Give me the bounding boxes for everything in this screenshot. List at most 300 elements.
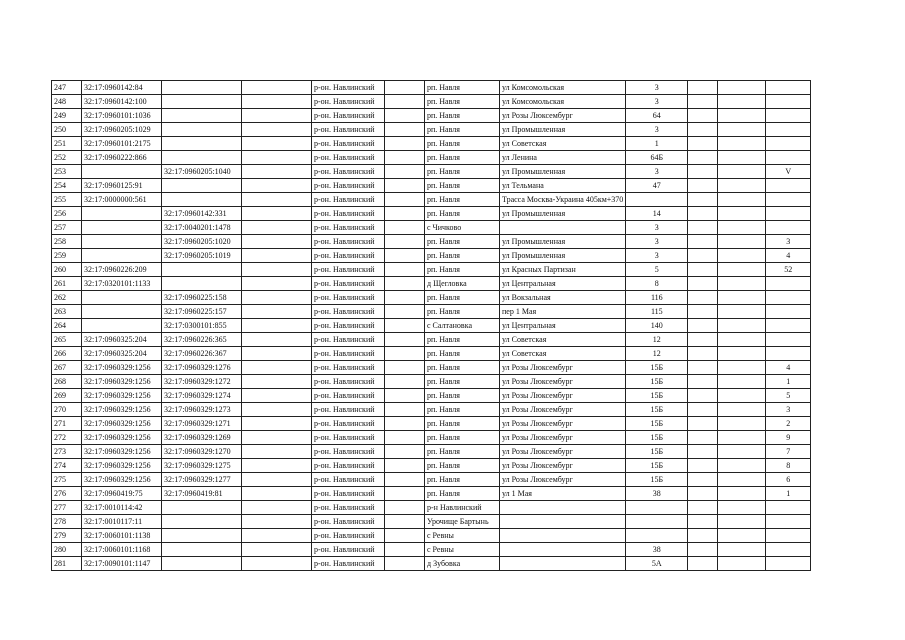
cadastral-number-cell: 32:17:0960329:1256 xyxy=(82,375,162,389)
settlement-cell: с Ревны xyxy=(425,543,500,557)
blank-col-2-cell xyxy=(385,529,425,543)
table-row xyxy=(52,417,811,431)
blank-col-2-cell xyxy=(385,123,425,137)
blank-col-3-cell xyxy=(688,207,718,221)
blank-col-cell xyxy=(242,207,312,221)
row-number-cell: 256 xyxy=(52,207,82,221)
blank-col-cell xyxy=(242,305,312,319)
district-cell: р-он. Навлинский xyxy=(312,207,385,221)
table-row xyxy=(52,165,811,179)
street-cell: пер 1 Мая xyxy=(500,305,626,319)
blank-col-2-cell xyxy=(385,557,425,571)
table-row xyxy=(52,109,811,123)
cadastral-number-cell: 32:17:0060101:1168 xyxy=(82,543,162,557)
settlement-cell: рп. Навля xyxy=(425,123,500,137)
cadastral-number-cell: 32:17:0960419:75 xyxy=(82,487,162,501)
blank-col-2-cell xyxy=(385,179,425,193)
blank-col-4-cell xyxy=(718,235,766,249)
house-number-cell: 12 xyxy=(626,333,688,347)
street-cell xyxy=(500,515,626,529)
extra-value-cell xyxy=(766,151,811,165)
blank-col-3-cell xyxy=(688,431,718,445)
cadastral-number-cell: 32:17:0960142:84 xyxy=(82,81,162,95)
row-number-cell: 263 xyxy=(52,305,82,319)
blank-col-cell xyxy=(242,81,312,95)
table-row xyxy=(52,445,811,459)
blank-col-4-cell xyxy=(718,459,766,473)
street-cell xyxy=(500,501,626,515)
extra-value-cell xyxy=(766,277,811,291)
house-number-cell: 3 xyxy=(626,81,688,95)
street-cell: ул Промышленная xyxy=(500,249,626,263)
cadastral-number-2-cell: 32:17:0960205:1020 xyxy=(162,235,242,249)
extra-value-cell xyxy=(766,515,811,529)
cadastral-number-2-cell xyxy=(162,137,242,151)
blank-col-cell xyxy=(242,389,312,403)
house-number-cell: 3 xyxy=(626,249,688,263)
blank-col-4-cell xyxy=(718,81,766,95)
row-number-cell: 250 xyxy=(52,123,82,137)
table-row xyxy=(52,501,811,515)
blank-col-2-cell xyxy=(385,375,425,389)
house-number-cell: 140 xyxy=(626,319,688,333)
blank-col-4-cell xyxy=(718,123,766,137)
blank-col-cell xyxy=(242,221,312,235)
cadastral-number-2-cell: 32:17:0960329:1270 xyxy=(162,445,242,459)
cadastral-number-2-cell: 32:17:0960205:1040 xyxy=(162,165,242,179)
cadastral-number-cell xyxy=(82,249,162,263)
table-row xyxy=(52,81,811,95)
extra-value-cell: 4 xyxy=(766,249,811,263)
blank-col-4-cell xyxy=(718,221,766,235)
street-cell xyxy=(500,529,626,543)
row-number-cell: 249 xyxy=(52,109,82,123)
house-number-cell: 115 xyxy=(626,305,688,319)
blank-col-cell xyxy=(242,151,312,165)
settlement-cell: рп. Навля xyxy=(425,473,500,487)
street-cell: ул Советская xyxy=(500,137,626,151)
extra-value-cell: 52 xyxy=(766,263,811,277)
house-number-cell: 5А xyxy=(626,557,688,571)
house-number-cell: 15Б xyxy=(626,431,688,445)
blank-col-cell xyxy=(242,459,312,473)
blank-col-cell xyxy=(242,319,312,333)
table-row xyxy=(52,277,811,291)
blank-col-2-cell xyxy=(385,151,425,165)
blank-col-4-cell xyxy=(718,529,766,543)
extra-value-cell: 1 xyxy=(766,375,811,389)
cadastral-number-cell: 32:17:0960329:1256 xyxy=(82,473,162,487)
extra-value-cell xyxy=(766,557,811,571)
blank-col-cell xyxy=(242,445,312,459)
blank-col-4-cell xyxy=(718,333,766,347)
blank-col-2-cell xyxy=(385,487,425,501)
extra-value-cell xyxy=(766,193,811,207)
cadastral-number-2-cell: 32:17:0960329:1273 xyxy=(162,403,242,417)
blank-col-4-cell xyxy=(718,361,766,375)
blank-col-cell xyxy=(242,249,312,263)
blank-col-4-cell xyxy=(718,389,766,403)
blank-col-4-cell xyxy=(718,445,766,459)
district-cell: р-он. Навлинский xyxy=(312,193,385,207)
settlement-cell: рп. Навля xyxy=(425,347,500,361)
extra-value-cell: 4 xyxy=(766,361,811,375)
blank-col-3-cell xyxy=(688,333,718,347)
street-cell: ул Промышленная xyxy=(500,207,626,221)
row-number-cell: 255 xyxy=(52,193,82,207)
settlement-cell: с Ревны xyxy=(425,529,500,543)
blank-col-cell xyxy=(242,501,312,515)
street-cell: ул Розы Люксембург xyxy=(500,431,626,445)
table-row xyxy=(52,529,811,543)
cadastral-number-2-cell: 32:17:0960225:157 xyxy=(162,305,242,319)
house-number-cell: 14 xyxy=(626,207,688,221)
cadastral-number-2-cell xyxy=(162,543,242,557)
cadastral-number-cell: 32:17:0960125:91 xyxy=(82,179,162,193)
row-number-cell: 257 xyxy=(52,221,82,235)
district-cell: р-он. Навлинский xyxy=(312,221,385,235)
row-number-cell: 264 xyxy=(52,319,82,333)
blank-col-2-cell xyxy=(385,249,425,263)
street-cell xyxy=(500,221,626,235)
settlement-cell: д Зубовка xyxy=(425,557,500,571)
blank-col-3-cell xyxy=(688,375,718,389)
extra-value-cell: 8 xyxy=(766,459,811,473)
district-cell: р-он. Навлинский xyxy=(312,277,385,291)
row-number-cell: 274 xyxy=(52,459,82,473)
blank-col-cell xyxy=(242,417,312,431)
blank-col-3-cell xyxy=(688,417,718,431)
table-row xyxy=(52,123,811,137)
table-row xyxy=(52,375,811,389)
settlement-cell: рп. Навля xyxy=(425,193,500,207)
blank-col-cell xyxy=(242,277,312,291)
table-row xyxy=(52,473,811,487)
street-cell: ул Тельмана xyxy=(500,179,626,193)
row-number-cell: 272 xyxy=(52,431,82,445)
extra-value-cell: 2 xyxy=(766,417,811,431)
settlement-cell: рп. Навля xyxy=(425,137,500,151)
blank-col-3-cell xyxy=(688,179,718,193)
cadastral-number-cell: 32:17:0320101:1133 xyxy=(82,277,162,291)
house-number-cell: 12 xyxy=(626,347,688,361)
blank-col-4-cell xyxy=(718,319,766,333)
house-number-cell: 38 xyxy=(626,487,688,501)
blank-col-4-cell xyxy=(718,291,766,305)
cadastral-number-2-cell xyxy=(162,179,242,193)
blank-col-cell xyxy=(242,375,312,389)
blank-col-2-cell xyxy=(385,81,425,95)
table-row xyxy=(52,389,811,403)
street-cell: ул Комсомольская xyxy=(500,81,626,95)
blank-col-2-cell xyxy=(385,291,425,305)
street-cell xyxy=(500,557,626,571)
house-number-cell: 15Б xyxy=(626,375,688,389)
cadastral-number-2-cell: 32:17:0960329:1269 xyxy=(162,431,242,445)
house-number-cell: 3 xyxy=(626,123,688,137)
street-cell: ул Центральная xyxy=(500,319,626,333)
district-cell: р-он. Навлинский xyxy=(312,263,385,277)
blank-col-3-cell xyxy=(688,109,718,123)
street-cell: ул Розы Люксембург xyxy=(500,389,626,403)
row-number-cell: 273 xyxy=(52,445,82,459)
cadastral-number-cell: 32:17:0960222:866 xyxy=(82,151,162,165)
district-cell: р-он. Навлинский xyxy=(312,123,385,137)
district-cell: р-он. Навлинский xyxy=(312,529,385,543)
cadastral-number-2-cell xyxy=(162,263,242,277)
blank-col-2-cell xyxy=(385,543,425,557)
cadastral-number-cell: 32:17:0960329:1256 xyxy=(82,459,162,473)
cadastral-number-cell: 32:17:0960101:1036 xyxy=(82,109,162,123)
row-number-cell: 247 xyxy=(52,81,82,95)
cadastral-number-2-cell xyxy=(162,95,242,109)
row-number-cell: 281 xyxy=(52,557,82,571)
house-number-cell: 15Б xyxy=(626,403,688,417)
blank-col-2-cell xyxy=(385,417,425,431)
blank-col-2-cell xyxy=(385,235,425,249)
blank-col-3-cell xyxy=(688,221,718,235)
cadastral-number-2-cell xyxy=(162,151,242,165)
house-number-cell: 116 xyxy=(626,291,688,305)
blank-col-cell xyxy=(242,95,312,109)
house-number-cell xyxy=(626,193,688,207)
table-row xyxy=(52,249,811,263)
house-number-cell xyxy=(626,515,688,529)
row-number-cell: 279 xyxy=(52,529,82,543)
cadastral-number-cell: 32:17:0960205:1029 xyxy=(82,123,162,137)
blank-col-cell xyxy=(242,333,312,347)
blank-col-2-cell xyxy=(385,333,425,347)
house-number-cell: 15Б xyxy=(626,361,688,375)
blank-col-2-cell xyxy=(385,319,425,333)
blank-col-4-cell xyxy=(718,557,766,571)
table-row xyxy=(52,151,811,165)
blank-col-2-cell xyxy=(385,277,425,291)
table-row xyxy=(52,221,811,235)
blank-col-2-cell xyxy=(385,137,425,151)
settlement-cell: рп. Навля xyxy=(425,333,500,347)
blank-col-3-cell xyxy=(688,557,718,571)
blank-col-4-cell xyxy=(718,305,766,319)
row-number-cell: 254 xyxy=(52,179,82,193)
house-number-cell: 47 xyxy=(626,179,688,193)
cadastral-number-2-cell: 32:17:0960329:1272 xyxy=(162,375,242,389)
house-number-cell: 15Б xyxy=(626,417,688,431)
blank-col-4-cell xyxy=(718,151,766,165)
row-number-cell: 248 xyxy=(52,95,82,109)
blank-col-2-cell xyxy=(385,165,425,179)
house-number-cell: 64 xyxy=(626,109,688,123)
blank-col-cell xyxy=(242,431,312,445)
blank-col-4-cell xyxy=(718,347,766,361)
settlement-cell: рп. Навля xyxy=(425,249,500,263)
settlement-cell: рп. Навля xyxy=(425,235,500,249)
blank-col-3-cell xyxy=(688,403,718,417)
extra-value-cell xyxy=(766,123,811,137)
district-cell: р-он. Навлинский xyxy=(312,81,385,95)
row-number-cell: 276 xyxy=(52,487,82,501)
district-cell: р-он. Навлинский xyxy=(312,361,385,375)
blank-col-4-cell xyxy=(718,501,766,515)
street-cell: ул Ленина xyxy=(500,151,626,165)
street-cell: ул Розы Люксембург xyxy=(500,459,626,473)
blank-col-4-cell xyxy=(718,263,766,277)
blank-col-4-cell xyxy=(718,109,766,123)
house-number-cell: 3 xyxy=(626,235,688,249)
house-number-cell: 38 xyxy=(626,543,688,557)
table-row xyxy=(52,557,811,571)
cadastral-number-cell xyxy=(82,305,162,319)
district-cell: р-он. Навлинский xyxy=(312,473,385,487)
row-number-cell: 251 xyxy=(52,137,82,151)
house-number-cell: 3 xyxy=(626,165,688,179)
street-cell: ул Розы Люксембург xyxy=(500,473,626,487)
district-cell: р-он. Навлинский xyxy=(312,235,385,249)
cadastral-number-2-cell: 32:17:0040201:1478 xyxy=(162,221,242,235)
house-number-cell: 3 xyxy=(626,95,688,109)
cadastral-number-cell xyxy=(82,207,162,221)
district-cell: р-он. Навлинский xyxy=(312,543,385,557)
district-cell: р-он. Навлинский xyxy=(312,109,385,123)
table-row xyxy=(52,403,811,417)
cadastral-number-cell xyxy=(82,291,162,305)
street-cell: ул Промышленная xyxy=(500,235,626,249)
cadastral-number-cell: 32:17:0010117:11 xyxy=(82,515,162,529)
blank-col-cell xyxy=(242,179,312,193)
cadastral-number-cell: 32:17:0960329:1256 xyxy=(82,361,162,375)
house-number-cell: 3 xyxy=(626,221,688,235)
extra-value-cell xyxy=(766,207,811,221)
blank-col-2-cell xyxy=(385,193,425,207)
row-number-cell: 258 xyxy=(52,235,82,249)
blank-col-4-cell xyxy=(718,165,766,179)
settlement-cell: рп. Навля xyxy=(425,459,500,473)
cadastral-number-2-cell: 32:17:0960226:367 xyxy=(162,347,242,361)
cadastral-number-2-cell xyxy=(162,81,242,95)
blank-col-2-cell xyxy=(385,263,425,277)
cadastral-number-cell xyxy=(82,165,162,179)
blank-col-4-cell xyxy=(718,249,766,263)
row-number-cell: 269 xyxy=(52,389,82,403)
row-number-cell: 266 xyxy=(52,347,82,361)
extra-value-cell xyxy=(766,81,811,95)
cadastral-number-2-cell xyxy=(162,277,242,291)
street-cell: ул Промышленная xyxy=(500,165,626,179)
district-cell: р-он. Навлинский xyxy=(312,95,385,109)
district-cell: р-он. Навлинский xyxy=(312,445,385,459)
street-cell: ул Розы Люксембург xyxy=(500,109,626,123)
cadastral-number-2-cell xyxy=(162,515,242,529)
district-cell: р-он. Навлинский xyxy=(312,179,385,193)
row-number-cell: 280 xyxy=(52,543,82,557)
district-cell: р-он. Навлинский xyxy=(312,431,385,445)
table-row xyxy=(52,235,811,249)
cadastral-number-2-cell: 32:17:0960142:331 xyxy=(162,207,242,221)
house-number-cell: 1 xyxy=(626,137,688,151)
blank-col-cell xyxy=(242,543,312,557)
blank-col-2-cell xyxy=(385,445,425,459)
table-row xyxy=(52,515,811,529)
settlement-cell: рп. Навля xyxy=(425,487,500,501)
settlement-cell: рп. Навля xyxy=(425,151,500,165)
street-cell: ул Комсомольская xyxy=(500,95,626,109)
extra-value-cell: 3 xyxy=(766,403,811,417)
blank-col-2-cell xyxy=(385,501,425,515)
blank-col-3-cell xyxy=(688,137,718,151)
district-cell: р-он. Навлинский xyxy=(312,305,385,319)
blank-col-3-cell xyxy=(688,459,718,473)
house-number-cell xyxy=(626,529,688,543)
extra-value-cell xyxy=(766,319,811,333)
blank-col-3-cell xyxy=(688,249,718,263)
row-number-cell: 252 xyxy=(52,151,82,165)
blank-col-3-cell xyxy=(688,193,718,207)
house-number-cell: 15Б xyxy=(626,459,688,473)
blank-col-2-cell xyxy=(385,221,425,235)
cadastral-number-2-cell: 32:17:0300101:855 xyxy=(162,319,242,333)
settlement-cell: Урочище Бартынь xyxy=(425,515,500,529)
extra-value-cell: V xyxy=(766,165,811,179)
blank-col-3-cell xyxy=(688,361,718,375)
street-cell: ул Вокзальная xyxy=(500,291,626,305)
house-number-cell: 15Б xyxy=(626,473,688,487)
blank-col-4-cell xyxy=(718,543,766,557)
blank-col-cell xyxy=(242,403,312,417)
cadastral-number-cell: 32:17:0960329:1256 xyxy=(82,445,162,459)
blank-col-2-cell xyxy=(385,207,425,221)
table-row xyxy=(52,347,811,361)
house-number-cell: 15Б xyxy=(626,389,688,403)
blank-col-3-cell xyxy=(688,277,718,291)
table-row xyxy=(52,319,811,333)
blank-col-4-cell xyxy=(718,403,766,417)
district-cell: р-он. Навлинский xyxy=(312,291,385,305)
blank-col-3-cell xyxy=(688,543,718,557)
district-cell: р-он. Навлинский xyxy=(312,501,385,515)
cadastral-number-2-cell: 32:17:0960329:1275 xyxy=(162,459,242,473)
blank-col-cell xyxy=(242,487,312,501)
district-cell: р-он. Навлинский xyxy=(312,417,385,431)
blank-col-2-cell xyxy=(385,515,425,529)
extra-value-cell xyxy=(766,347,811,361)
row-number-cell: 271 xyxy=(52,417,82,431)
cadastral-number-cell: 32:17:0000000:561 xyxy=(82,193,162,207)
blank-col-3-cell xyxy=(688,81,718,95)
extra-value-cell xyxy=(766,529,811,543)
cadastral-number-2-cell: 32:17:0960226:365 xyxy=(162,333,242,347)
cadastral-number-cell: 32:17:0960329:1256 xyxy=(82,403,162,417)
house-number-cell xyxy=(626,501,688,515)
row-number-cell: 270 xyxy=(52,403,82,417)
table-row xyxy=(52,193,811,207)
blank-col-3-cell xyxy=(688,95,718,109)
street-cell: ул Розы Люксембург xyxy=(500,403,626,417)
cadastral-number-cell: 32:17:0960329:1256 xyxy=(82,417,162,431)
district-cell: р-он. Навлинский xyxy=(312,165,385,179)
register-table xyxy=(51,80,811,571)
blank-col-3-cell xyxy=(688,389,718,403)
row-number-cell: 265 xyxy=(52,333,82,347)
blank-col-3-cell xyxy=(688,445,718,459)
extra-value-cell xyxy=(766,109,811,123)
blank-col-4-cell xyxy=(718,473,766,487)
cadastral-number-cell xyxy=(82,221,162,235)
blank-col-3-cell xyxy=(688,235,718,249)
district-cell: р-он. Навлинский xyxy=(312,375,385,389)
cadastral-number-2-cell xyxy=(162,109,242,123)
street-cell: ул Розы Люксембург xyxy=(500,445,626,459)
cadastral-number-2-cell: 32:17:0960329:1276 xyxy=(162,361,242,375)
